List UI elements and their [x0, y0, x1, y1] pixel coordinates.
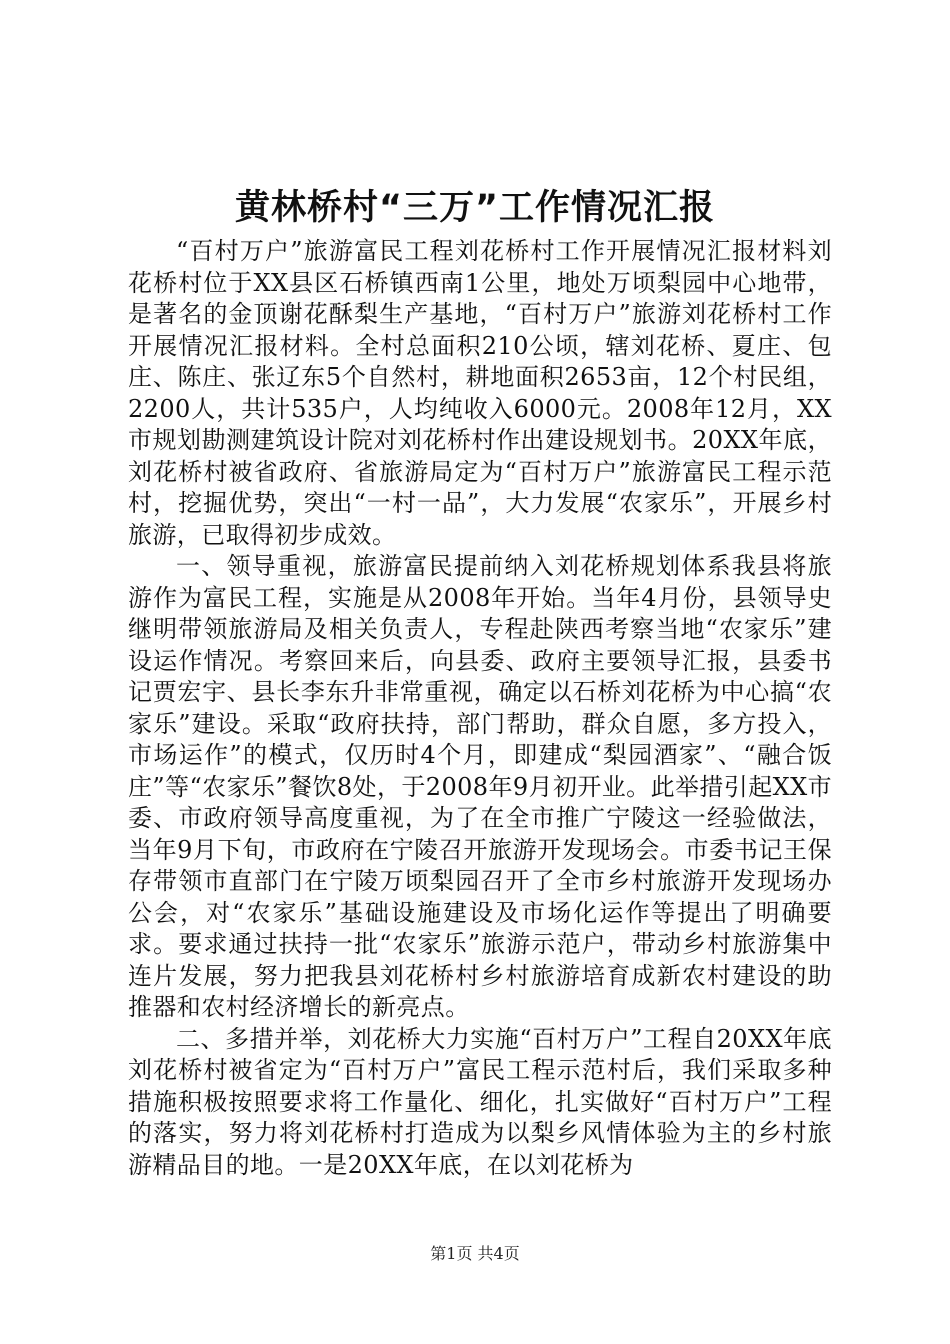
document-title: 黄林桥村“三万”工作情况汇报 [234, 188, 715, 228]
page-number-footer: 第1页 共4页 [430, 1244, 520, 1263]
document-body [128, 236, 832, 1181]
paragraph-section-one: 一、领导重视，旅游富民提前纳入刘花桥规划体系我县将旅游作为富民工程，实施是从2008年开始。当年4月份，县领导史继明带领旅游局及相关负责人，专程赴陕西考察当地“农家乐”建设运作情况。考察回来后，向县委、政府主要领导汇报，县委书记贾宏宇、县长李东升非常重视，确定以石桥刘花桥为中心搞“农家乐”建设。采取“政府扶持，部门帮助，群众自愿，多方投入，市场运作”的模式，仅历时4个月，即建成“梨园酒家”、“融合饭庄”等“农家乐”餐饮8处，于2008年9月初开业。此举措引起XX市委、市政府领导高度重视，为了在全市推广宁陵这一经验做法，当年9月下旬，市政府在宁陵召开旅游开发现场会。市委书记王保存带领市直部门在宁陵万顷梨园召开了全市乡村旅游开发现场办公会，对“农家乐”基础设施建设及市场化运作等提出了明确要求。要求通过扶持一批“农家乐”旅游示范户，带动乡村旅游集中连片发展，努力把我县刘花桥村乡村旅游培育成新农村建设的助推器和农村经济增长的新亮点。 [128, 552, 832, 1021]
paragraph-section-two: 二、多措并举，刘花桥大力实施“百村万户”工程自20XX年底刘花桥村被省定为“百村万户”富民工程示范村后，我们采取多种措施积极按照要求将工作量化、细化，扎实做好“百村万户”工程的落实，努力将刘花桥村打造成为以梨乡风情体验为主的乡村旅游精品目的地。一是20XX年底，在以刘花桥为 [128, 1024, 832, 1179]
paragraph-intro: “百村万户”旅游富民工程刘花桥村工作开展情况汇报材料刘花桥村位于XX县区石桥镇西南1公里，地处万顷梨园中心地带，是著名的金顶谢花酥梨生产基地，“百村万户”旅游刘花桥村工作开展情况汇报材料。全村总面积210公顷，辖刘花桥、夏庄、包庄、陈庄、张辽东5个自然村，耕地面积2653亩，12个村民组，2200人，共计535户，人均纯收入6000元。2008年12月，XX市规划勘测建筑设计院对刘花桥村作出建设规划书。20XX年底，刘花桥村被省政府、省旅游局定为“百村万户”旅游富民工程示范村，挖掘优势，突出“一村一品”，大力发展“农家乐”，开展乡村旅游，已取得初步成效。 [128, 237, 832, 549]
